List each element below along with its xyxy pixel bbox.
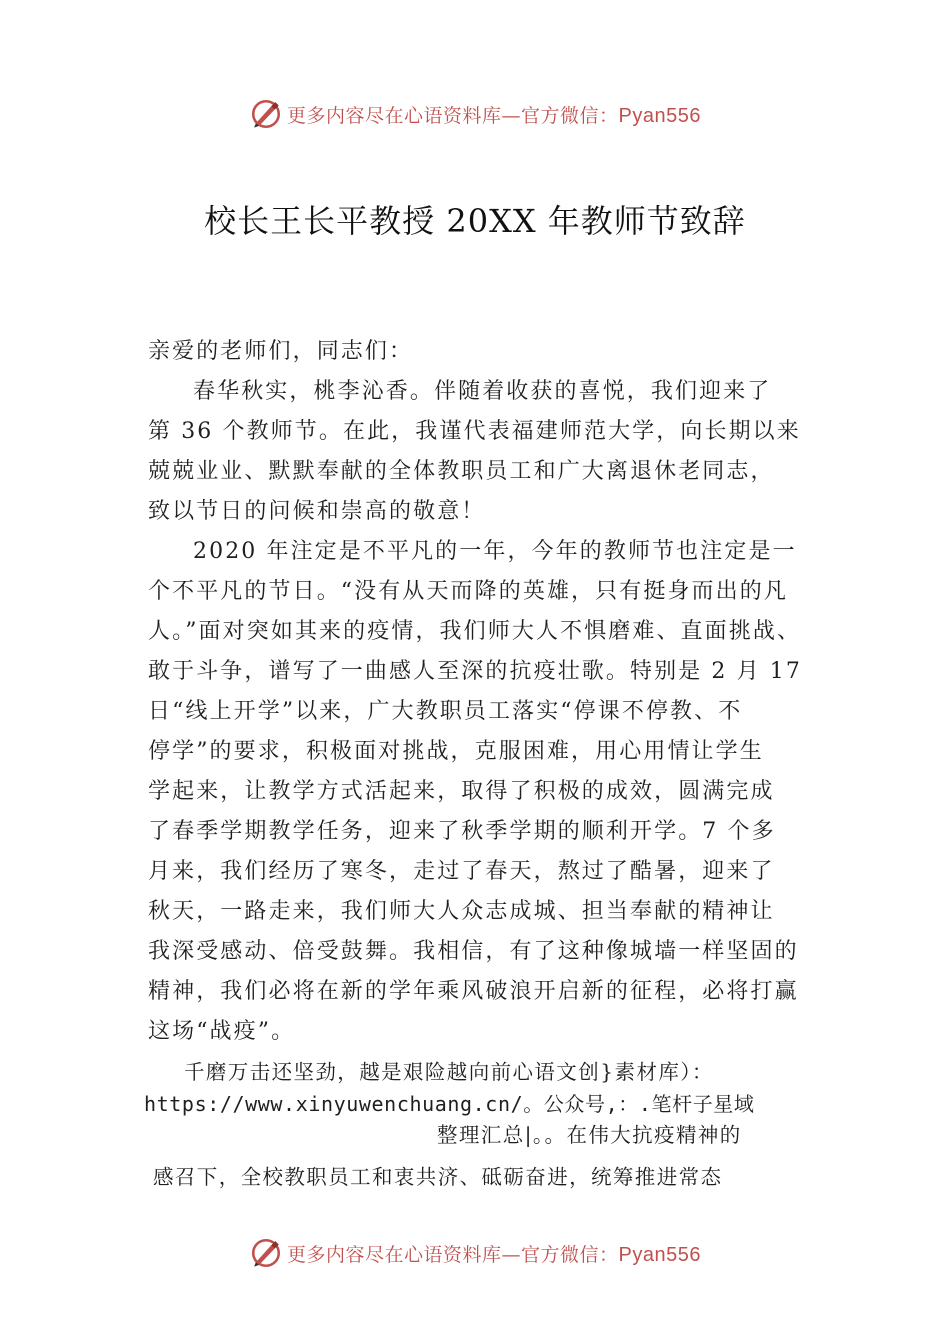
paragraph-line: 致以节日的问候和崇高的敬意！ xyxy=(148,499,486,524)
header-banner xyxy=(0,94,950,134)
paragraph-line: 感召下，全校教职员工和衷共济、砥砺奋进，统筹推进常态 xyxy=(153,1165,723,1189)
paragraph-line: 精神，我们必将在新的学年乘风破浪开启新的征程，必将打赢 xyxy=(148,979,799,1004)
paragraph-line: 兢兢业业、默默奉献的全体教职员工和广大离退休老同志， xyxy=(148,459,775,484)
paragraph-line: 整理汇总|。。在伟大抗疫精神的 xyxy=(437,1123,742,1147)
paragraph-line: 2020 年注定是不平凡的一年，今年的教师节也注定是一 xyxy=(193,539,797,564)
footer-wechat-id: Pyan556 xyxy=(618,1243,701,1266)
pen-logo-icon xyxy=(249,97,283,131)
footer-banner-text: 更多内容尽在心语资料库—官方微信：Pyan556 xyxy=(287,1243,701,1266)
paragraph-line: 秋天，一路走来，我们师大人众志成城、担当奉献的精神让 xyxy=(148,899,775,924)
paragraph-line: 千磨万击还坚劲，越是艰险越向前心语文创}素材库）： xyxy=(184,1060,714,1084)
paragraph-line: 月来，我们经历了寒冬，走过了春天，熬过了酷暑，迎来了 xyxy=(148,859,775,884)
paragraph-line: 这场“战疫”。 xyxy=(148,1019,296,1044)
pen-logo-icon xyxy=(249,1236,283,1270)
paragraph-line: 春华秋实，桃李沁香。伴随着收获的喜悦，我们迎来了 xyxy=(193,379,772,404)
header-wechat-id: Pyan556 xyxy=(618,104,701,127)
paragraph-line: 日“线上开学”以来，广大教职员工落实“停课不停教、不 xyxy=(148,699,743,724)
salutation: 亲爱的老师们，同志们： xyxy=(148,339,414,364)
paragraph-line: 人。”面对突如其来的疫情，我们师大人不惧磨难、直面挑战、 xyxy=(148,619,802,644)
document-title: 校长王长平教授 20XX 年教师节致辞 xyxy=(204,202,746,240)
paragraph-line: 敢于斗争，谱写了一曲感人至深的抗疫壮歌。特别是 2 月 17 xyxy=(148,659,802,684)
paragraph-line: 个不平凡的节日。“没有从天而降的英雄，只有挺身而出的凡 xyxy=(148,579,788,604)
paragraph-line: 停学”的要求，积极面对挑战，克服困难，用心用情让学生 xyxy=(148,739,764,764)
paragraph-line: 第 36 个教师节。在此，我谨代表福建师范大学，向长期以来 xyxy=(148,419,801,444)
paragraph-line: 学起来，让教学方式活起来，取得了积极的成效，圆满完成 xyxy=(148,779,775,804)
source-url-line: https://www.xinyuwenchuang.cn/。公众号,：.笔杆子星域 xyxy=(144,1092,755,1116)
paragraph-line: 了春季学期教学任务，迎来了秋季学期的顺利开学。7 个多 xyxy=(148,819,776,844)
footer-banner xyxy=(0,1233,950,1273)
header-banner-text: 更多内容尽在心语资料库—官方微信：Pyan556 xyxy=(287,104,701,127)
paragraph-line: 我深受感动、倍受鼓舞。我相信，有了这种像城墙一样坚固的 xyxy=(148,939,799,964)
